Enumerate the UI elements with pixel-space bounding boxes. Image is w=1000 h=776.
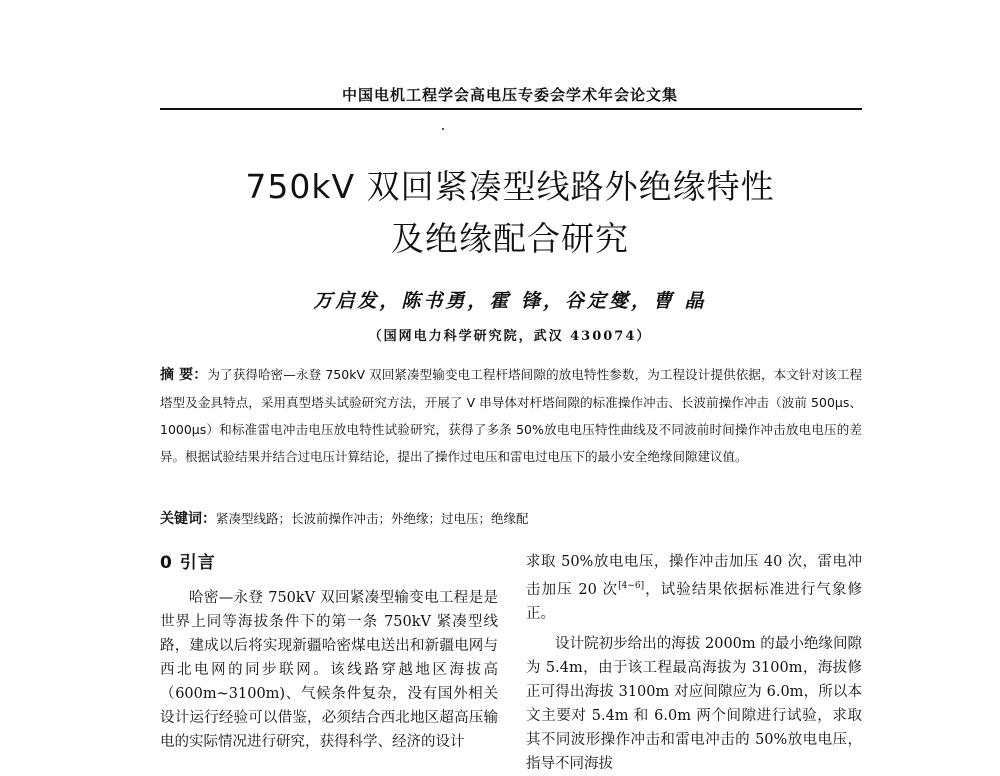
author-list: 万启发，陈书勇，霍 锋，谷定燮，曹 晶 [313, 290, 707, 312]
keywords-label: 关键词： [160, 511, 216, 527]
right-p1-text: 求取 50%放电电压，操作冲击加压 40 次，雷电冲击加压 20 次 [526, 554, 862, 598]
keywords [160, 508, 862, 528]
section-heading-introduction: 0 引言 [160, 553, 216, 573]
left-column [160, 548, 498, 754]
keywords-text: 紧凑型线路；长波前操作冲击；外绝缘；过电压；绝缘配 [216, 511, 529, 526]
affiliation: （国网电力科学研究院，武汉 430074） [368, 329, 652, 344]
abstract-text: 为了获得哈密—永登 750kV 双回紧凑型输变电工程杆塔间隙的放电特性参数，为工程设计提供依据，本文针对该工程塔型及金具特点，采用真型塔头试验研究方法，开展了 V 串导体对杆塔间隙的标准操作冲击、长波前操作冲击（波前 500μs、1000μs）和标准雷电冲击电压放电特性试验研究，获得了多条 50%放电电压特性曲线及不同波前时间操作冲击放电电压的差异。根据试验结果并结合过电压计算结论，提出了操作过电压和雷电过电压下的最小安全绝缘间隙建议值。 [160, 367, 862, 464]
paper-title-line-2: 及绝缘配合研究 [391, 219, 629, 258]
right-column [526, 550, 862, 776]
paper-title-line-1: 750kV 双回紧凑型线路外绝缘特性 [245, 167, 775, 206]
running-header: 中国电机工程学会高电压专委会学术年会论文集 [341, 86, 678, 104]
intro-paragraph-left: 哈密—永登 750kV 双回紧凑型输变电工程是是世界上同等海拔条件下的第一条 750kV 紧凑型线路，建成以后将实现新疆哈密煤电送出和新疆电网与西北电网的同步联网。该线路穿越地区海拔高（600m~3100m)、气候条件复杂，没有国外相关设计运行经验可以借鉴，必须结合西北地区超高压输电的实际情况进行研究，获得科学、经济的设计 [160, 590, 498, 750]
citation-ref: [4~6] [618, 581, 645, 591]
abstract-label: 摘 要： [160, 367, 208, 383]
header-rule [160, 108, 862, 110]
right-p1-text-end: ，试验结果依据标准进行气象修正。 [526, 581, 862, 622]
intro-paragraph-right-1 [526, 550, 862, 626]
intro-paragraph-right-2: 设计院初步给出的海拔 2000m 的最小绝缘间隙为 5.4m，由于该工程最高海拔为 3100m，海拔修正可得出海拔 3100m 对应间隙应为 6.0m，所以本文主要对 5.4m 和 6.0m 两个间隙进行试验，求取其不同波形操作冲击和雷电冲击的 50%放电电压，指导不同海拔 [526, 635, 862, 772]
abstract [160, 361, 862, 470]
scan-speck [442, 128, 444, 130]
